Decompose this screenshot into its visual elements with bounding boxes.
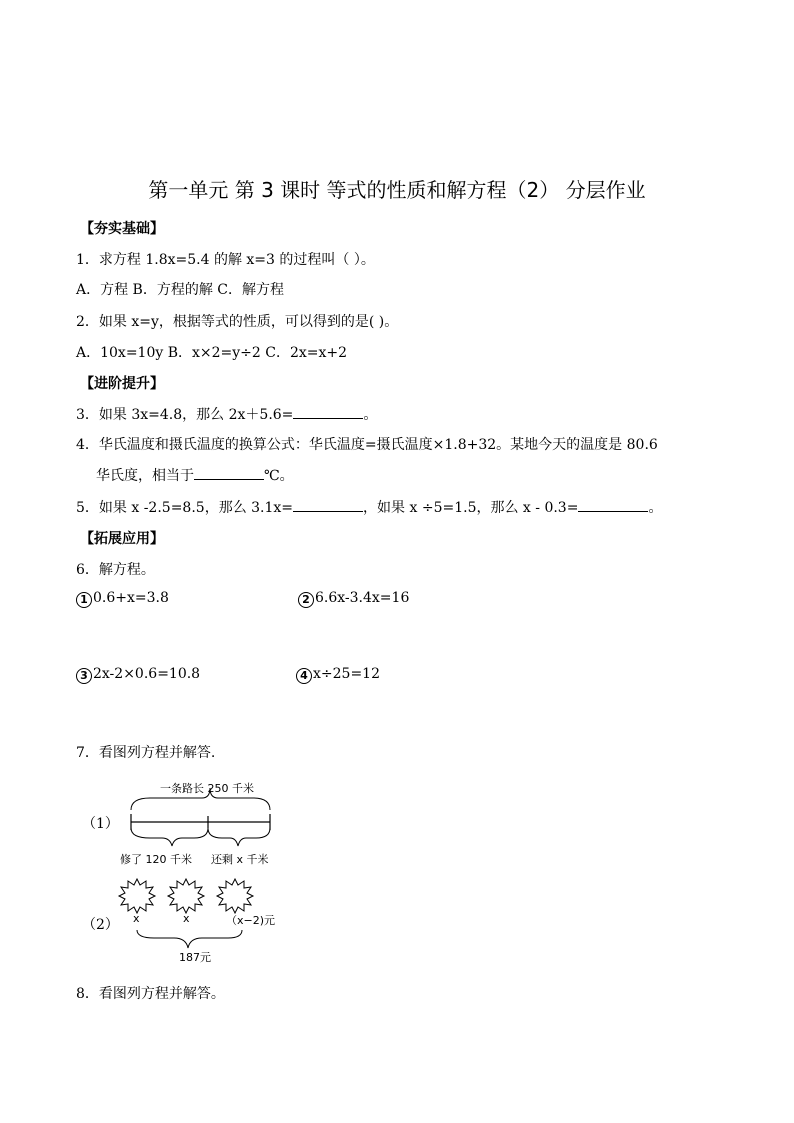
equation-item <box>76 666 200 684</box>
total-brace <box>137 930 242 948</box>
answer-blank[interactable] <box>578 499 648 512</box>
road-total-label: 一条路长 250 千米 <box>160 782 254 795</box>
remaining-label: 还剩 x 千米 <box>211 853 269 866</box>
question-4-unit: ℃。 <box>264 468 294 484</box>
price-label-2: x <box>183 912 190 925</box>
price-label-1: x <box>133 912 140 925</box>
question-7: 7．看图列方程并解答. <box>76 745 216 761</box>
question-3-text: 3．如果 3x=4.8，那么 2x＋5.6= <box>76 407 294 423</box>
starburst-icon-2 <box>168 879 204 913</box>
question-4-line1: 4．华氏温度和摄氏温度的换算公式：华氏温度=摄氏温度×1.8+32。某地今天的温度是 80.6 <box>76 437 658 453</box>
page-title: 第一单元 第 3 课时 等式的性质和解方程（2） 分层作业 <box>148 178 646 202</box>
figure-1-label: （1） <box>82 816 119 832</box>
equation-text: 0.6+x=3.8 <box>93 590 169 606</box>
answer-blank[interactable] <box>293 406 363 419</box>
section-heading-extension: 【拓展应用】 <box>80 531 164 547</box>
question-2-options: A．10x=10y B．x×2=y÷2 C．2x=x+2 <box>76 345 348 361</box>
circled-number: 1 <box>76 592 92 608</box>
circled-number: 4 <box>296 668 312 684</box>
total-price-label: 187元 <box>179 951 211 964</box>
question-4-line2 <box>96 465 294 485</box>
equation-text: x÷25=12 <box>313 666 380 682</box>
equation-item <box>76 590 169 608</box>
circled-number: 3 <box>76 668 92 684</box>
bottom-right-brace <box>208 828 270 846</box>
repaired-label: 修了 120 千米 <box>120 853 192 866</box>
equation-item <box>296 666 380 684</box>
question-2: 2．如果 x=y，根据等式的性质，可以得到的是( )。 <box>76 314 399 330</box>
answer-blank[interactable] <box>194 467 264 480</box>
question-1: 1．求方程 1.8x=5.4 的解 x=3 的过程叫（ ）。 <box>76 252 375 268</box>
starburst-icon-1 <box>119 879 155 913</box>
question-6: 6．解方程。 <box>76 562 155 578</box>
starburst-icon-3 <box>217 879 253 913</box>
question-3 <box>76 404 377 424</box>
figure-2-label: （2） <box>82 917 119 933</box>
price-label-3: （x−2)元 <box>226 914 276 927</box>
equation-text: 2x-2×0.6=10.8 <box>93 666 201 682</box>
question-4-text: 华氏度，相当于 <box>96 468 194 484</box>
section-heading-advanced: 【进阶提升】 <box>80 376 164 392</box>
bottom-left-brace <box>131 828 208 846</box>
equation-text: 6.6x-3.4x=16 <box>315 590 410 606</box>
question-1-options: A．方程 B．方程的解 C．解方程 <box>76 282 285 298</box>
answer-blank[interactable] <box>293 499 363 512</box>
question-8: 8．看图列方程并解答。 <box>76 986 225 1002</box>
question-5-part-a: 5．如果 x -2.5=8.5，那么 3.1x= <box>76 500 294 516</box>
equation-item <box>298 590 409 608</box>
section-heading-basic: 【夯实基础】 <box>80 221 164 237</box>
question-3-end: 。 <box>363 407 378 423</box>
question-5 <box>76 497 662 517</box>
question-5-part-b: ，如果 x ÷5=1.5，那么 x - 0.3= <box>363 500 579 516</box>
question-5-end: 。 <box>648 500 663 516</box>
circled-number: 2 <box>298 592 314 608</box>
